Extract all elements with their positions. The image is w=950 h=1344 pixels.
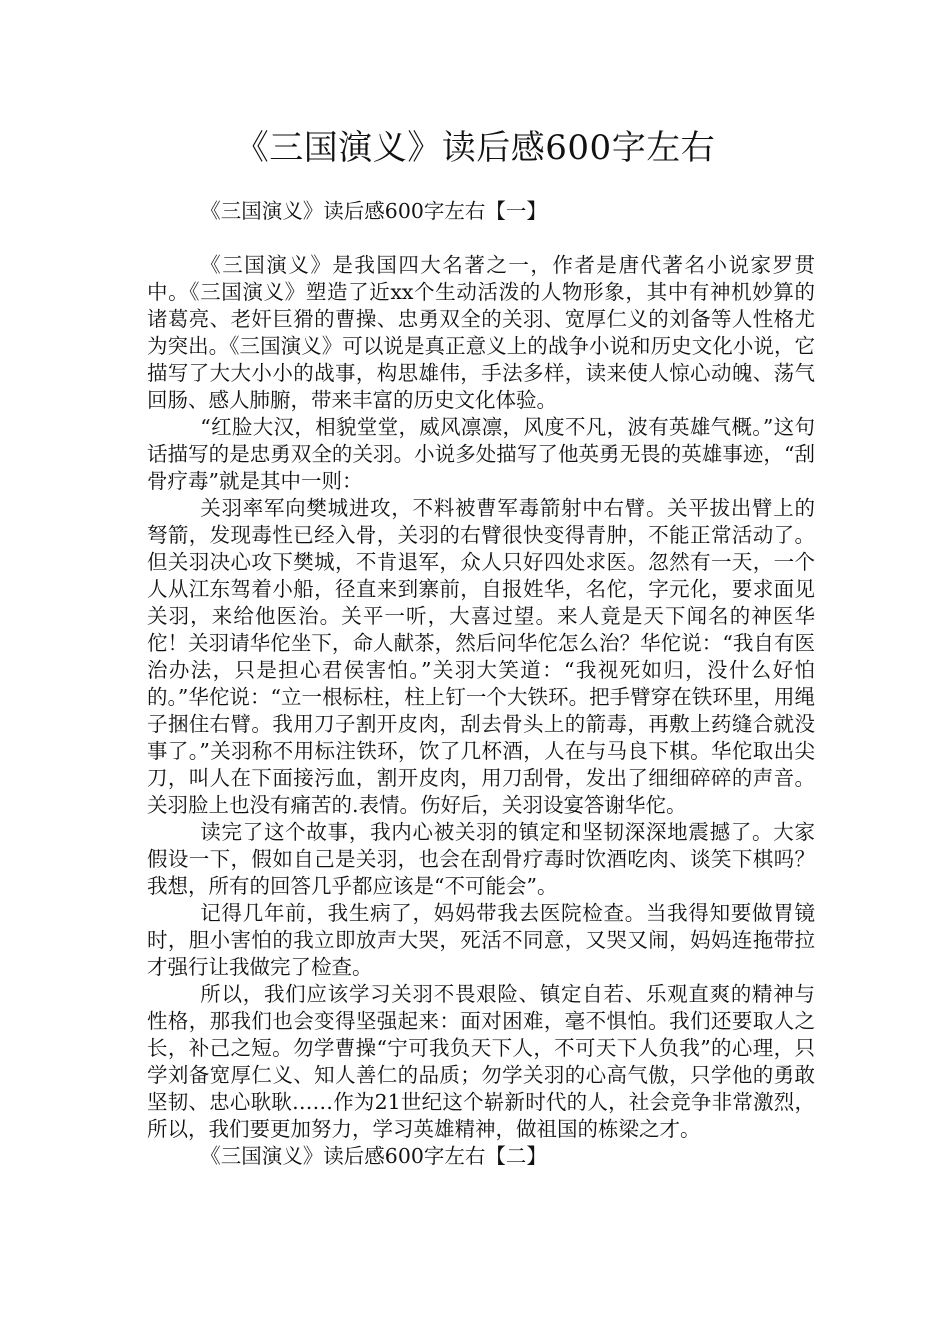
paragraph-guan-yu-description: “红脸大汉，相貌堂堂，威风凛凛，风度不凡，波有英雄气概。”这句话描写的是忠勇双全的关羽。小说多处描写了他英勇无畏的英雄事迹，“刮骨疗毒”就是其中一则： (147, 415, 815, 493)
blank-line (147, 225, 815, 252)
paragraph-intro: 《三国演义》是我国四大名著之一，作者是唐代著名小说家罗贯中。《三国演义》塑造了近xx个生动活泼的人物形象，其中有神机妙算的诸葛亮、老奸巨猾的曹操、忠勇双全的关羽、宽厚仁义的刘备等人性格尤为突出。《三国演义》可以说是真正意义上的战争小说和历史文化小说，它描写了大大小小的战事，构思雄伟，手法多样，读来使人惊心动魄、荡气回肠、感人肺腑，带来丰富的历史文化体验。 (147, 253, 815, 412)
paragraph-bone-scraping-story: 关羽率军向樊城进攻，不料被曹军毒箭射中右臂。关平拔出臂上的弩箭，发现毒性已经入骨，关羽的右臂很快变得青肿，不能正常活动了。但关羽决心攻下樊城，不肯退军，众人只好四处求医。忽然有一天，一个人从江东驾着小船，径直来到寨前，自报姓华，名佗，字元化，要求面见关羽，来给他医治。关平一听，大喜过望。来人竟是天下闻名的神医华佗！关羽请华佗坐下，命人献茶，然后问华佗怎么治？华佗说：“我自有医治办法，只是担心君侯害怕。”关羽大笑道：“我视死如归，没什么好怕的。”华佗说：“立一根标柱，柱上钉一个大铁环。把手臂穿在铁环里，用绳子捆住右臂。我用刀子割开皮肉，刮去骨头上的箭毒，再敷上药缝合就没事了。”关羽称不用标注铁环，饮了几杯酒，人在与马良下棋。华佗取出尖刀，叫人在下面接污血，割开皮肉，用刀刮骨，发出了细细碎碎的声音。关羽脸上也没有痛苦的.表情。伤好后，关羽设宴答谢华佗。 (147, 496, 815, 817)
document-body (147, 198, 815, 1170)
paragraph-conclusion: 所以，我们应该学习关羽不畏艰险、镇定自若、乐观直爽的精神与性格，那我们也会变得坚强起来：面对困难，毫不惧怕。我们还要取人之长，补己之短。勿学曹操“宁可我负天下人，不可天下人负我”的心理，只学刘备宽厚仁义、知人善仁的品质；勿学关羽的心高气傲，只学他的勇敢坚韧、忠心耿耿……作为21世纪这个崭新时代的人，社会竞争非常激烈，所以，我们要更加努力，学习英雄精神，做祖国的栋梁之才。 (147, 982, 815, 1141)
paragraph-personal-memory: 记得几年前，我生病了，妈妈带我去医院检查。当我得知要做胃镜时，胆小害怕的我立即放声大哭，死活不同意，又哭又闹，妈妈连拖带拉才强行让我做完了检查。 (147, 901, 815, 979)
section-heading-two: 《三国演义》读后感600字左右【二】 (200, 1144, 547, 1168)
document-title: 《三国演义》读后感600字左右 (234, 128, 716, 168)
section-heading-one: 《三国演义》读后感600字左右【一】 (200, 199, 547, 223)
paragraph-reflection: 读完了这个故事，我内心被关羽的镇定和坚韧深深地震撼了。大家假设一下，假如自己是关羽，也会在刮骨疗毒时饮酒吃肉、谈笑下棋吗？我想，所有的回答几乎都应该是“不可能会”。 (147, 820, 815, 898)
